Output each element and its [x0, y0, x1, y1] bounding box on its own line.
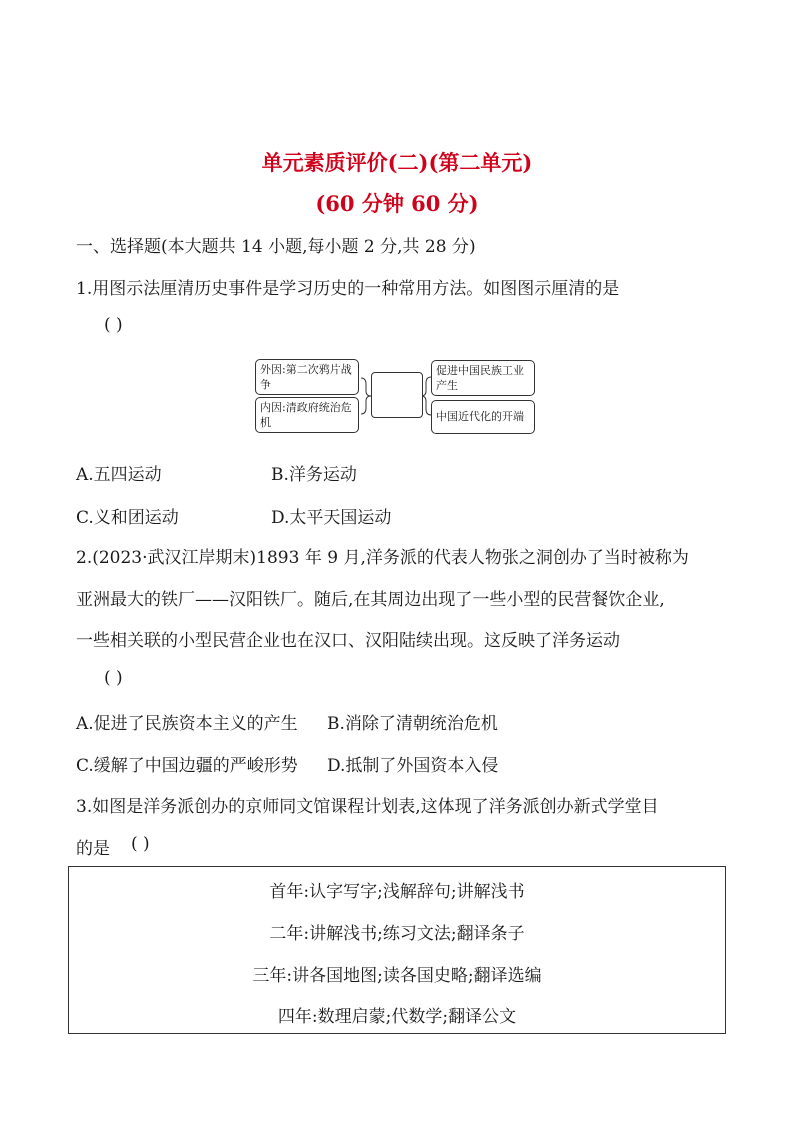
question-2-option-a: A.促进了民族资本主义的产生: [76, 714, 298, 734]
course-plan-table: [68, 866, 726, 1034]
question-2-option-b: B.消除了清朝统治危机: [327, 714, 498, 734]
section-heading: 一、选择题(本大题共 14 小题,每小题 2 分,共 28 分): [76, 237, 476, 257]
course-plan-row-year-3: 三年:讲各国地图;读各国史略;翻译选编: [252, 966, 542, 986]
question-2-answer-paren: ( ): [104, 668, 123, 688]
question-2-stem-line-1: 2.(2023·武汉江岸期末)1893 年 9 月,洋务派的代表人物张之洞创办了当时被称为: [76, 548, 689, 568]
diagram-answer-box: [371, 372, 423, 418]
question-2-stem-line-3: 一些相关联的小型民营企业也在汉口、汉阳陆续出现。这反映了洋务运动: [76, 631, 620, 651]
diagram-box-effect-1: 促进中国民族工业产生: [431, 360, 535, 396]
question-3-answer-paren: ( ): [131, 834, 150, 854]
question-2-option-c: C.缓解了中国边疆的严峻形势: [76, 756, 298, 776]
course-plan-row-year-2: 二年:讲解浅书;练习文法;翻译条子: [269, 924, 525, 944]
diagram-box-internal-cause: 内因:清政府统治危机: [255, 397, 359, 433]
question-3-stem-line-2: 的是: [76, 839, 110, 859]
question-2-stem-line-2: 亚洲最大的铁厂——汉阳铁厂。随后,在其周边出现了一些小型的民营餐饮企业,: [76, 590, 665, 610]
question-1-option-b: B.洋务运动: [271, 465, 357, 485]
course-plan-row-year-4: 四年:数理启蒙;代数学;翻译公文: [277, 1007, 517, 1027]
question-1-answer-paren: ( ): [104, 315, 123, 335]
diagram-box-effect-2: 中国近代化的开端: [431, 400, 535, 434]
page-subtitle: (60 分钟 60 分): [315, 191, 479, 216]
question-2-option-d: D.抵制了外国资本入侵: [327, 756, 499, 776]
question-1-option-c: C.义和团运动: [76, 508, 179, 528]
question-1-option-a: A.五四运动: [76, 465, 162, 485]
course-plan-row-year-1: 首年:认字写字;浅解辞句;讲解浅书: [269, 882, 525, 902]
question-1-stem: 1.用图示法厘清历史事件是学习历史的一种常用方法。如图图示厘清的是: [76, 279, 620, 299]
left-brace: [361, 378, 371, 414]
question-3-stem-line-1: 3.如图是洋务派创办的京师同文馆课程计划表,这体现了洋务派创办新式学堂目: [76, 797, 659, 817]
diagram-box-external-cause: 外因:第二次鸦片战争: [255, 359, 359, 395]
question-1-option-d: D.太平天国运动: [271, 508, 392, 528]
page-title: 单元素质评价(二)(第二单元): [261, 150, 533, 175]
